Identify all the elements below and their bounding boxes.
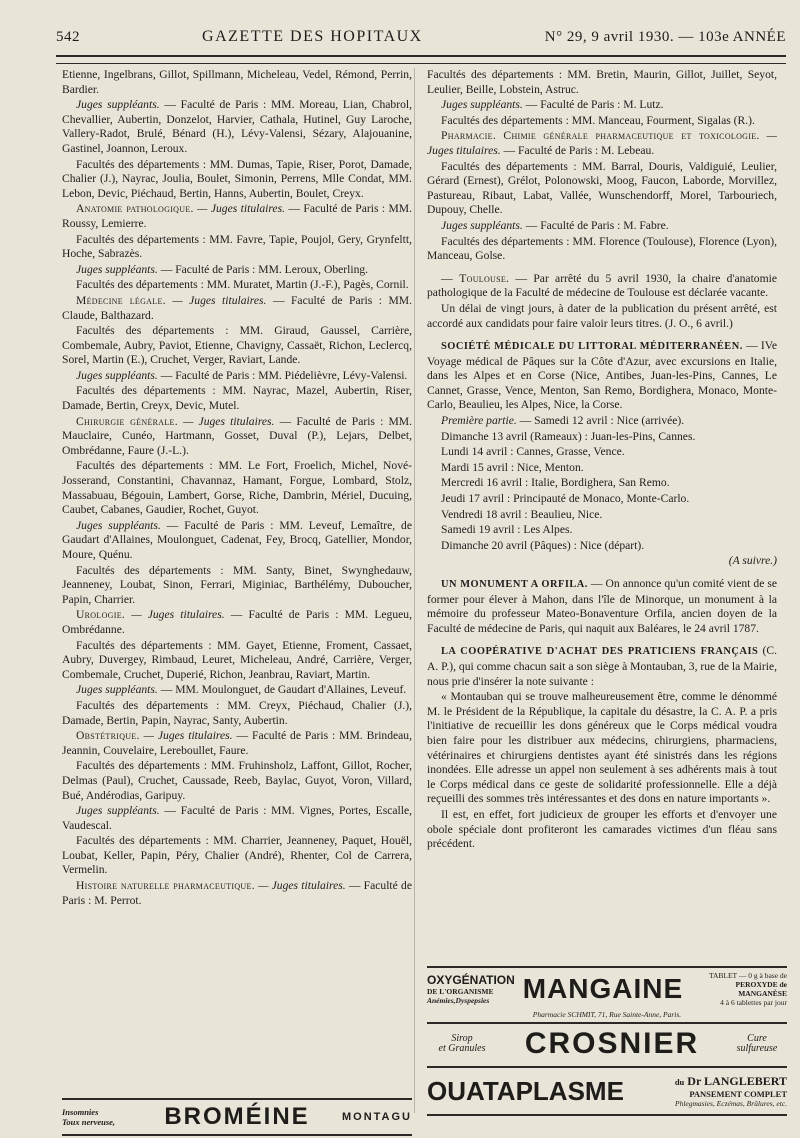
text: — Faculté de Paris : MM. Piédelièvre, Lévy-Valensi. xyxy=(157,368,408,382)
paragraph xyxy=(62,879,412,908)
paragraph xyxy=(62,158,412,202)
paragraph xyxy=(62,519,412,563)
mid-italic: — Juges titulaires. xyxy=(193,202,285,216)
paragraph xyxy=(62,68,412,97)
text: Facultés des départements : MM. Le Fort, Froelich, Michel, Nové-Josserand, Constantini, Chavannaz, Hamant, Forgue, Lombard, Stolz, Massabuau, Bégouin, Lambert, Gorse, Riche, Dambrin, Mériel, Ducuing, Caubet, Cabanes, Gaudier, Rochet, Guyot. xyxy=(62,459,412,517)
mangaine-brand: MANGAINE xyxy=(522,973,684,1004)
paragraph xyxy=(62,729,412,758)
column-divider xyxy=(414,68,415,1113)
paragraph xyxy=(427,302,777,331)
crosnier-right2: sulfureuse xyxy=(736,1043,778,1054)
text: — IVe Voyage médical de Pâques sur la Côte d'Azur, avec excursions en Italie, dans les Alpes et en Corse (Nice, Antibes, Juan-les-Pins, Cannes, Le Cannet, Grasse, Vence, Menton, San Remo, Bordighera, Monaco, Monte-Carlo, Beaulieu, les Alpes, Nice, la Corse. xyxy=(427,339,778,412)
lead-sc: Obstétrique. xyxy=(76,729,140,743)
paragraph xyxy=(62,834,412,878)
text: Facultés des départements : MM. Charrier, Jeanneney, Paquet, Houël, Loubat, Keller, Papin, Péry, Chalier (André), Rhenter, Col de Carrera, Vermelin. xyxy=(62,834,412,877)
text: Dimanche 13 avril (Rameaux) : Juan-les-Pins, Cannes. xyxy=(441,429,696,443)
mangaine-tablet: TABLET — 0 g à base de xyxy=(708,971,787,980)
text: Facultés des départements : MM. Bretin, Maurin, Gillot, Juillet, Seyot, Leulier, Beille, Lobstein, Astruc. xyxy=(427,68,777,96)
journal-title: GAZETTE DES HOPITAUX xyxy=(202,28,423,45)
text: Samedi 19 avril : Les Alpes. xyxy=(441,523,573,537)
crosnier-right1: Cure xyxy=(747,1033,767,1044)
text: — Faculté de Paris : MM. Moreau, Lian, Chabrol, Chevallier, Aubertin, Donzelot, Harvier, Cathala, Hutinel, Guy Laroche, Vallery-Radot, Brulé, Bénard (H.), Lévy-Valensi, Sézary, Alajouanine, Gastinel, Joannon, Leroux. xyxy=(62,98,412,155)
paragraph xyxy=(62,699,412,728)
ouataplasme-doctor: Dr LANGLEBERT xyxy=(687,1074,787,1088)
page-number: 542 xyxy=(56,29,80,45)
text: Jeudi 17 avril : Principauté de Monaco, Monte-Carlo. xyxy=(441,492,690,506)
text: Facultés des départements : MM. Manceau, Fourment, Sigalas (R.). xyxy=(441,113,755,127)
paragraph xyxy=(427,539,777,554)
paragraph xyxy=(62,324,412,368)
paragraph xyxy=(62,804,412,833)
text: Facultés des départements : MM. Giraud, Gaussel, Carrière, Combemale, Aubry, Paviot, Etienne, Chavigny, Cassaët, Richon, Leclercq, Sorel, Martin (E.), Cruchet, Verger, Raviart, Lande. xyxy=(62,324,412,367)
text: (C. A. P.), qui comme chacun sait a son siège à Montauban, 3, rue de la Mairie, nous prie d'insérer la note suivante : xyxy=(427,644,777,688)
text: Facultés des départements : MM. Dumas, Tapie, Riser, Porot, Damade, Chalier (J.), Nayrac, Joulia, Boulet, Simonin, Perrens, Mlle Condat, MM. Lebon, Devic, Piéchaud, Bertin, Hanns, Aubertin, Boulet, Creyx. xyxy=(62,157,412,200)
text: Facultés des départements : MM. Creyx, Piéchaud, Chalier (J.), Damade, Bertin, Papin, Nayrac, Santy, Aubertin. xyxy=(62,698,412,727)
lead-italic: Juges suppléants. xyxy=(76,804,160,818)
text: « Montauban qui se trouve malheureusement être, comme le dénommé M. le Président de la République, la capitale du désastre, la C. A. P. a pris l'initiative de recueillir les dons généreux que le Corps médical voudra bien faire pour les distribuer aux médecins, chirurgiens, pharmaciens, vétérinaires et chirurgiens dentistes ayant été sinistrés dans les régions inondées. Elle adresse un appel non seulement à ses adhérents mais à tout le Corps médical dans ce geste de solidarité professionnelle. Elle a déjà reçueilli des sommes très intéressantes et des dons en nature importants ». xyxy=(427,690,777,806)
text: — Faculté de Paris : MM. Leroux, Oberling. xyxy=(157,262,369,276)
paragraph xyxy=(427,219,777,234)
lead-italic: Juges suppléants. xyxy=(76,262,158,276)
paragraph xyxy=(427,68,777,97)
ad-bromeine xyxy=(62,1098,412,1134)
lead-bold: UN MONUMENT A ORFILA. xyxy=(441,579,588,590)
paragraph xyxy=(427,430,777,445)
text: — Faculté de Paris : MM. Legueu, Ombrédanne. xyxy=(62,608,412,636)
paragraph xyxy=(427,577,777,636)
mangaine-organisme: DE L'ORGANISME xyxy=(427,987,494,996)
paragraph xyxy=(427,114,777,129)
text: — Faculté de Paris : M. Perrot. xyxy=(62,879,412,907)
page-header xyxy=(56,28,786,52)
paragraph xyxy=(427,461,777,476)
text: Facultés des départements : MM. Gayet, Etienne, Froment, Cassaet, Aubry, Duvergey, Rimbaud, Leuret, Micheleau, André, Carrière, Verger, Combemale, Cruchet, Duperié, Richon, Jeanbrau, Raviart, Martin. xyxy=(62,638,412,681)
lead-sc: Urologie. xyxy=(76,608,126,622)
text: — Faculté de Paris : M. Lutz. xyxy=(522,98,664,112)
issue-info: N° 29, 9 avril 1930. — 103e ANNÉE xyxy=(544,29,786,45)
lead-italic: Juges suppléants. xyxy=(76,518,161,532)
text: — Samedi 12 avril : Nice (arrivée). xyxy=(516,414,685,428)
left-column xyxy=(62,68,412,909)
lead-bold: SOCIÉTÉ MÉDICALE DU LITTORAL MÉDITERRANÉEN. xyxy=(441,341,743,353)
text: Facultés des départements : MM. Santy, Binet, Swynghedauw, Jeanneney, Loubat, Sinon, Ferrari, Miginiac, Barthélémy, Duboucher, Papin, Charrier. xyxy=(62,563,412,606)
mid-italic: — Juges titulaires. xyxy=(165,293,267,307)
mangaine-peroxyde: PEROXYDE de MANGANÈSE xyxy=(735,980,787,998)
text: — Faculté de Paris : MM. Mauclaire, Cunéo, Hartmann, Gosset, Duval (P.), Lejars, Delbet, Ombrédanne, Faure (J.-L.). xyxy=(62,414,413,457)
lead-sc: Anatomie pathologique. xyxy=(76,202,194,216)
lead-italic: Juges suppléants. xyxy=(76,368,158,382)
paragraph xyxy=(62,369,412,384)
ad-mangaine xyxy=(427,966,787,1020)
text: Mardi 15 avril : Nice, Menton. xyxy=(441,460,584,474)
text: Facultés des départements : MM. Nayrac, Mazel, Aubertin, Riser, Damade, Bertin, Creyx, Devic, Mutel. xyxy=(62,384,412,413)
paragraph xyxy=(62,233,412,262)
text: — Par arrêté du 5 avril 1930, la chaire d'anatomie pathologique de la Faculté de médecine de Toulouse est déclarée vacante. xyxy=(427,271,777,300)
header-rule xyxy=(56,55,786,64)
text: Facultés des départements : MM. Muratet, Martin (J.-F.), Pagès, Cornil. xyxy=(76,278,409,292)
lead-sc: Pharmacie. Chimie générale pharmaceutique et toxicologie. xyxy=(441,129,760,143)
paragraph xyxy=(427,554,777,569)
bromeine-maker: MONTAGU xyxy=(341,1111,412,1123)
mangaine-indications: Anémies,Dyspepsies xyxy=(427,996,490,1005)
paragraph xyxy=(62,759,412,803)
paragraph xyxy=(62,98,412,156)
text: Lundi 14 avril : Cannes, Grasse, Vence. xyxy=(441,445,625,459)
lead-sc: Médecine légale. xyxy=(76,293,166,307)
text: Facultés des départements : MM. Florence (Toulouse), Florence (Lyon), Manceau, Golse. xyxy=(427,234,777,263)
paragraph xyxy=(427,808,777,852)
text: Dimanche 20 avril (Pâques) : Nice (départ). xyxy=(441,538,645,552)
text: — On annonce qu'un comité vient de se former pour élever à Mahon, dans l'île de Minorque, un monument à la mémoire du professeur Mateo-Bonaventure Orfila, ancien doyen de la Faculté de médecine de Paris, qui naquit aux Baléares, le 24 avril 1787. xyxy=(427,577,778,635)
crosnier-left2: et Granules xyxy=(438,1043,486,1054)
lead-italic: Juges suppléants. xyxy=(441,98,523,112)
bromeine-line1: Insomnies xyxy=(62,1107,99,1117)
text: — MM. Moulonguet, de Gaudart d'Allaines, Leveuf. xyxy=(157,683,407,697)
ouataplasme-pansement: PANSEMENT COMPLET xyxy=(689,1089,787,1099)
paragraph xyxy=(62,202,412,231)
paragraph xyxy=(62,564,412,608)
lead-italic: Première partie. xyxy=(441,414,517,428)
paragraph xyxy=(62,683,412,698)
paragraph xyxy=(427,129,777,158)
text: — Faculté de Paris : M. Fabre. xyxy=(522,218,669,232)
mid-italic: — Juges titulaires. xyxy=(427,129,777,157)
mid-italic: — Juges titulaires. xyxy=(139,729,233,743)
mangaine-oxygenation: OXYGÉNATION xyxy=(427,973,515,987)
lead-sc: — Toulouse. xyxy=(441,271,510,285)
paragraph xyxy=(62,294,412,323)
lead-italic: Juges suppléants. xyxy=(76,98,160,112)
text: Il est, en effet, fort judicieux de grouper les efforts et d'envoyer une obole spéciale dont profiteront les camarades victimes d'un fléau sans précédent. xyxy=(427,807,777,851)
paragraph xyxy=(427,272,777,301)
ad-ouataplasme xyxy=(427,1066,787,1116)
text: Un délai de vingt jours, à dater de la publication du présent arrêté, est accordé aux candidats pour faire valoir leurs titres. (J. O., 6 avril.) xyxy=(427,301,777,330)
paragraph xyxy=(427,523,777,538)
text: Facultés des départements : MM. Fruhinsholz, Laffont, Gillot, Rocher, Delmas (Paul), Cruchet, Caussade, Reeb, Baylac, Guyot, Voron, Villard, Bué, Andérodias, Garipuy. xyxy=(62,759,412,802)
paragraph xyxy=(427,445,777,460)
ouataplasme-brand: OUATAPLASME xyxy=(427,1075,624,1106)
crosnier-brand: CROSNIER xyxy=(524,1027,700,1060)
paragraph xyxy=(62,459,412,517)
paragraph xyxy=(427,492,777,507)
bromeine-brand: BROMÉINE xyxy=(164,1103,310,1130)
mid-italic: — Juges titulaires. xyxy=(125,608,225,622)
paragraph xyxy=(427,98,777,113)
text: — Faculté de Paris : M. Lebeau. xyxy=(500,143,655,157)
lead-sc: Chirurgie générale. xyxy=(76,414,178,428)
paragraph xyxy=(62,608,412,637)
paragraph xyxy=(62,415,412,459)
text: Facultés des départements : MM. Favre, Tapie, Poujol, Gery, Grynfeltt, Hoche, Sabrazès. xyxy=(62,232,412,261)
paragraph xyxy=(62,384,412,413)
text: — Faculté de Paris : MM. Brindeau, Jeannin, Couvelaire, Lereboullet, Faure. xyxy=(62,729,412,757)
paragraph xyxy=(62,278,412,293)
ad-crosnier xyxy=(427,1022,787,1066)
paragraph xyxy=(427,339,777,413)
mid-italic: — Juges titulaires. xyxy=(177,414,275,428)
text: — Faculté de Paris : MM. Roussy, Lemierre. xyxy=(62,202,413,230)
mangaine-dose: 4 à 6 tablettes par jour xyxy=(720,998,787,1007)
italic-right: (A suivre.) xyxy=(728,554,777,568)
paragraph xyxy=(427,235,777,264)
text: Vendredi 18 avril : Beaulieu, Nice. xyxy=(441,507,603,521)
text: — Faculté de Paris : MM. Leveuf, Lemaître, de Gaudart d'Allaines, Moulonguet, Cadenat, Fey, Brocq, Gatellier, Mondor, Moure, Quénu. xyxy=(62,518,412,561)
mid-italic: — Juges titulaires. xyxy=(254,879,346,893)
text: Facultés des départements : MM. Barral, Douris, Valdiguié, Leulier, Gérard (Ernest), Grélot, Polonowski, Moog, Faucon, Laborde, Morvillez, Pastureau, Ribaut, Labat, Vallée, Wunschendorff, Morel, Tarbouriech, Dupouy, Chelle. xyxy=(427,159,777,217)
lead-italic: Juges suppléants. xyxy=(76,683,158,697)
lead-sc: Histoire naturelle pharmaceutique. xyxy=(76,879,255,893)
paragraph xyxy=(427,160,777,218)
ouataplasme-du: du xyxy=(674,1077,685,1087)
paragraph xyxy=(427,414,777,429)
crosnier-left1: Sirop xyxy=(451,1033,473,1044)
paragraph xyxy=(62,263,412,278)
lead-italic: Juges suppléants. xyxy=(441,218,523,232)
bromeine-line2: Toux nerveuse, xyxy=(62,1117,116,1127)
paragraph xyxy=(427,508,777,523)
paragraph xyxy=(62,639,412,683)
paragraph xyxy=(427,690,777,807)
text: — Faculté de Paris : MM. Claude, Balthazard. xyxy=(62,293,412,322)
text: Etienne, Ingelbrans, Gillot, Spillmann, Micheleau, Vedel, Rémond, Perrin, Bardier. xyxy=(62,68,412,96)
lead-bold: LA COOPÉRATIVE D'ACHAT DES PRATICIENS FRANÇAIS xyxy=(441,646,759,658)
mangaine-pharmacy: Pharmacie SCHMIT, 71, Rue Sainte-Anne, Paris. xyxy=(532,1010,682,1019)
text: — Faculté de Paris : MM. Vignes, Portes, Escalle, Vaudescal. xyxy=(62,804,412,832)
paragraph xyxy=(427,644,777,689)
right-column xyxy=(427,68,777,853)
ouataplasme-uses: Phlegmasies, Eczémas, Brûlures, etc. xyxy=(675,1099,787,1108)
paragraph xyxy=(427,476,777,491)
text: Mercredi 16 avril : Italie, Bordighera, San Remo. xyxy=(441,476,670,490)
